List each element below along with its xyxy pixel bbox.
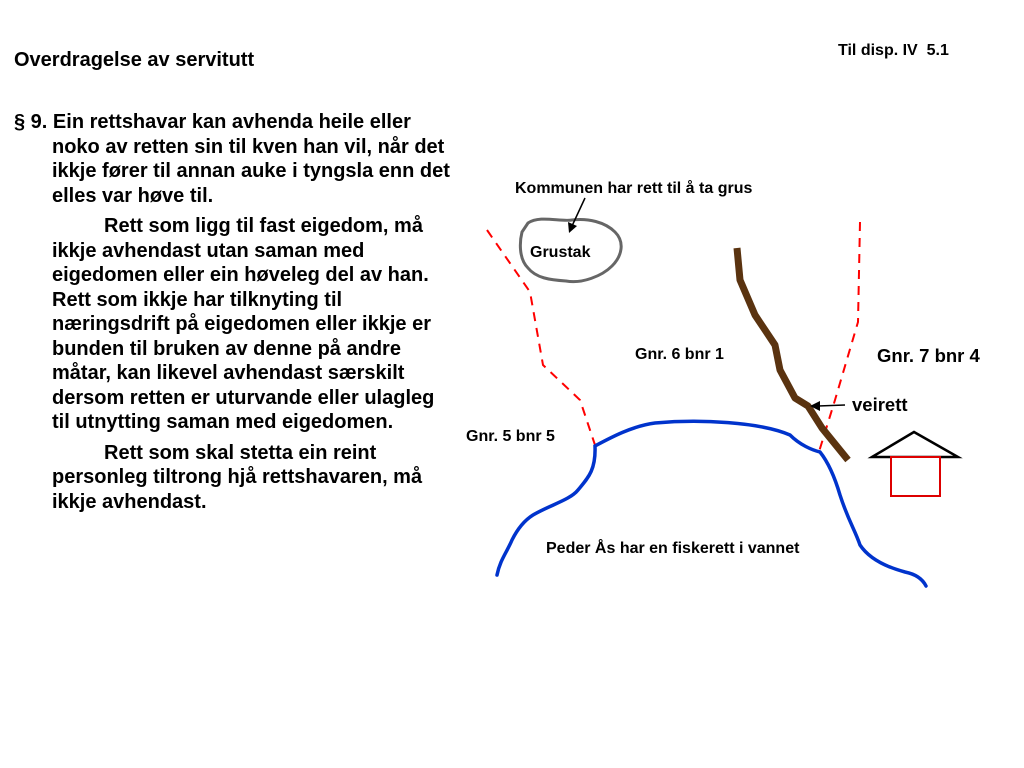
paragraph-personal-need: Rett som skal stetta ein reint personleg tiltrong hjå rettshavaren, må ikkje avhendast. <box>52 441 423 513</box>
property-7-label: Gnr. 7 bnr 4 <box>877 345 980 366</box>
boundary-right-line <box>818 222 860 455</box>
paragraph-fixed-property: Rett som ligg til fast eigedom, må ikkje avhendast utan saman med eigedomen eller ein høveleg del av han. Rett som ikkje har tilknyting til næringsdrift på eigedomen eller ikkje er bunden til bruken av denne på andre måtar, kan likevel avhendast særskilt dersom retten er uturvande eller ulagleg til utnytting saman med eigedomen. <box>52 215 435 433</box>
house-icon <box>872 432 958 496</box>
property-6-label: Gnr. 6 bnr 1 <box>635 346 724 363</box>
lake-shoreline <box>497 421 926 586</box>
slide-title: Overdragelse av servitutt <box>14 49 255 71</box>
reference-label: Til disp. IV 5.1 <box>838 42 949 59</box>
road-line <box>737 248 848 460</box>
gravel-right-label: Kommunen har rett til å ta grus <box>515 180 753 197</box>
road-right-label: veirett <box>852 394 908 415</box>
fishing-right-label: Peder Ås har en fiskerett i vannet <box>546 540 800 557</box>
property-5-label: Gnr. 5 bnr 5 <box>466 428 555 445</box>
gravel-pit-label: Grustak <box>530 244 591 261</box>
paragraph-section-9: § 9. Ein rettshavar kan avhenda heile eller noko av retten sin til kven han vil, når det ikkje fører til annan auke i tyngsla enn det elles var høve til. <box>14 111 450 207</box>
road-right-arrow-shaft <box>818 405 845 406</box>
